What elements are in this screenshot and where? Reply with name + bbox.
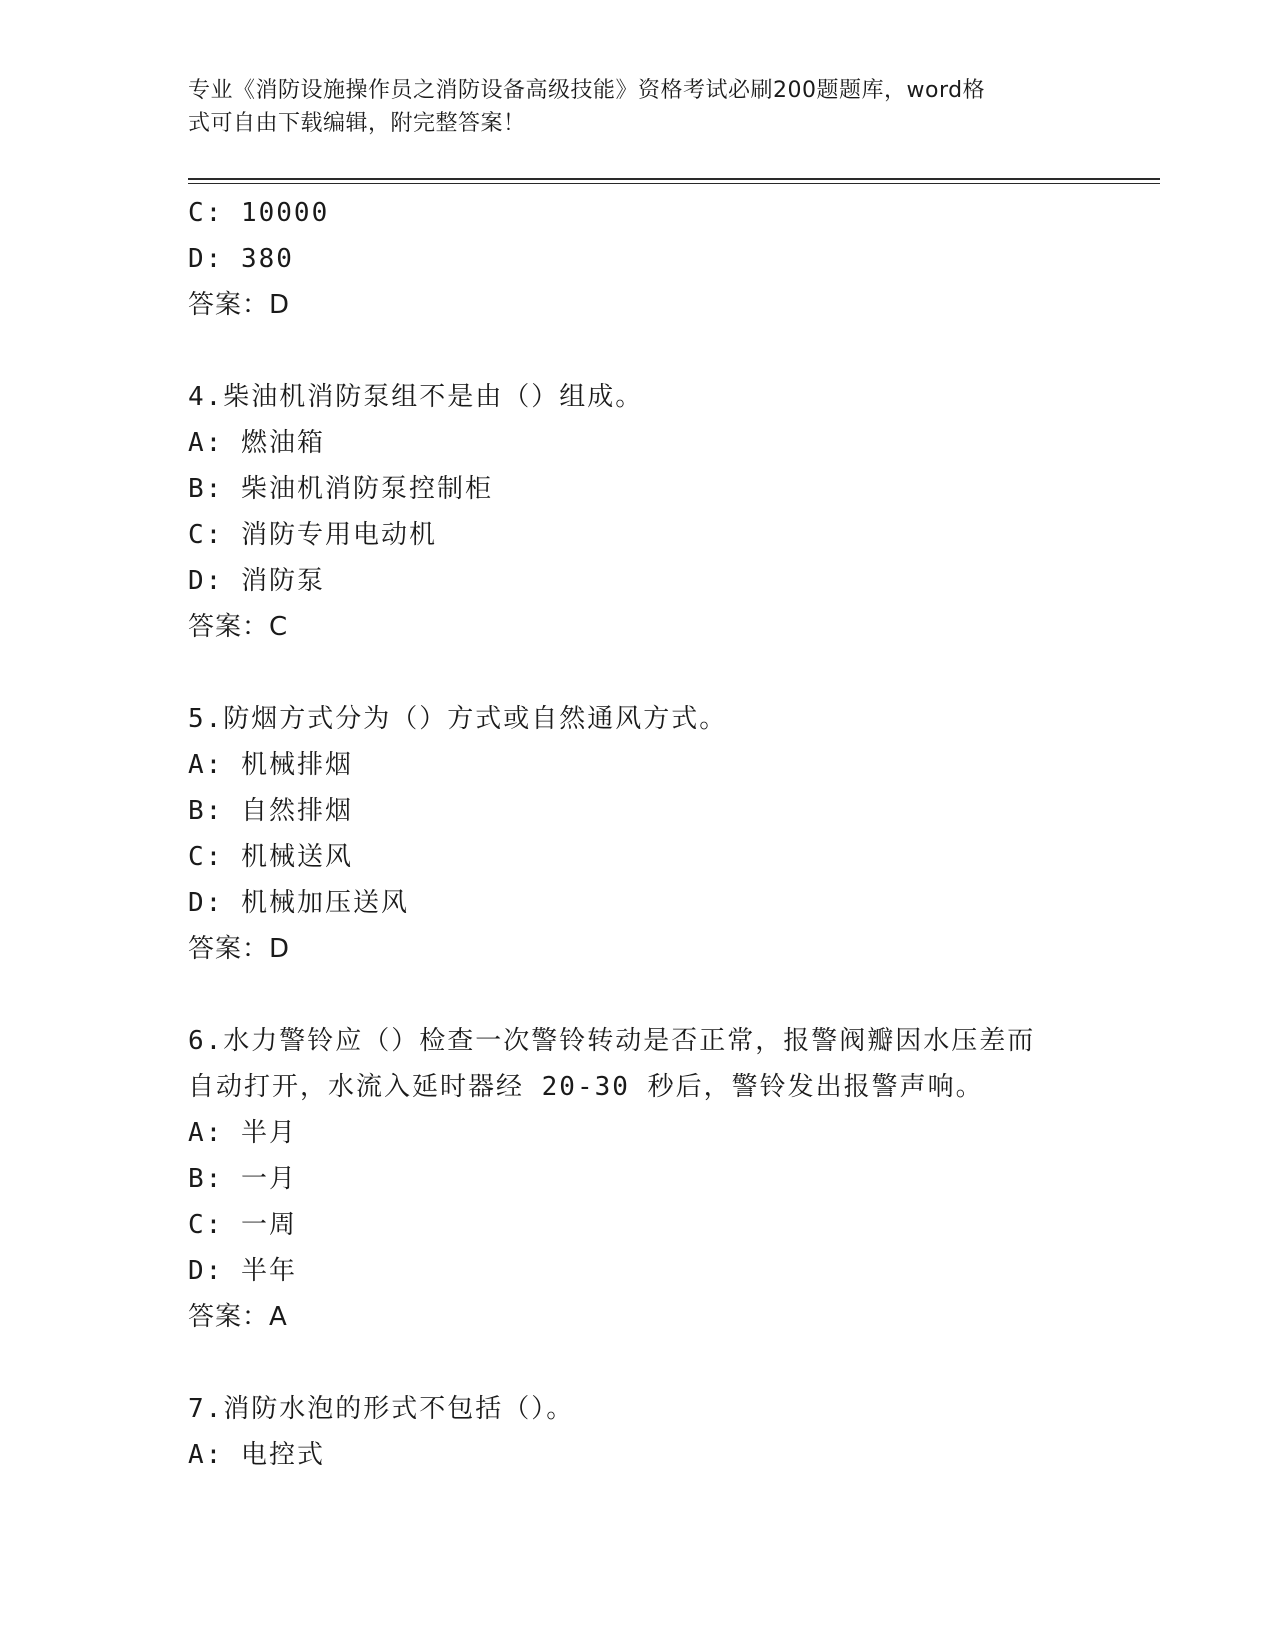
spacer [188, 972, 1088, 1018]
option-c: C: 机械送风 [188, 842, 353, 872]
header-line-2: 式可自由下载编辑，附完整答案！ [188, 111, 526, 136]
question-text: 7.消防水泡的形式不包括（）。 [188, 1394, 575, 1424]
answer: 答案：A [188, 1302, 288, 1332]
document-header [188, 74, 1088, 140]
spacer [188, 1340, 1088, 1386]
question-7 [188, 1386, 1088, 1478]
option-c: C: 一周 [188, 1210, 297, 1240]
option-a: A: 机械排烟 [188, 750, 353, 780]
option-d: D: 半年 [188, 1256, 297, 1286]
question-text: 5.防烟方式分为（）方式或自然通风方式。 [188, 704, 728, 734]
option-a: A: 燃油箱 [188, 428, 325, 458]
answer: 答案：D [188, 934, 291, 964]
question-list [188, 190, 1088, 1478]
option-d: D: 380 [188, 244, 294, 274]
answer: 答案：D [188, 290, 291, 320]
spacer [188, 328, 1088, 374]
question-text-line-1: 6.水力警铃应（）检查一次警铃转动是否正常，报警阀瓣因水压差而 [188, 1026, 1036, 1056]
answer: 答案：C [188, 612, 289, 642]
option-d: D: 消防泵 [188, 566, 325, 596]
question-text: 4.柴油机消防泵组不是由（）组成。 [188, 382, 644, 412]
option-a: A: 电控式 [188, 1440, 325, 1470]
question-5 [188, 696, 1088, 972]
option-c: C: 10000 [188, 198, 330, 228]
option-b: B: 柴油机消防泵控制柜 [188, 474, 493, 504]
option-c: C: 消防专用电动机 [188, 520, 437, 550]
header-line-1: 专业《消防设施操作员之消防设备高级技能》资格考试必刷200题题库，word格 [188, 78, 986, 103]
option-b: B: 一月 [188, 1164, 297, 1194]
question-text-line-2: 自动打开，水流入延时器经 20-30 秒后，警铃发出报警声响。 [188, 1072, 984, 1102]
option-d: D: 机械加压送风 [188, 888, 409, 918]
spacer [188, 650, 1088, 696]
question-3 [188, 190, 1088, 328]
question-4 [188, 374, 1088, 650]
option-a: A: 半月 [188, 1118, 297, 1148]
header-divider-thin [188, 183, 1160, 184]
question-6 [188, 1018, 1088, 1340]
header-divider-thick [188, 178, 1160, 180]
option-b: B: 自然排烟 [188, 796, 353, 826]
